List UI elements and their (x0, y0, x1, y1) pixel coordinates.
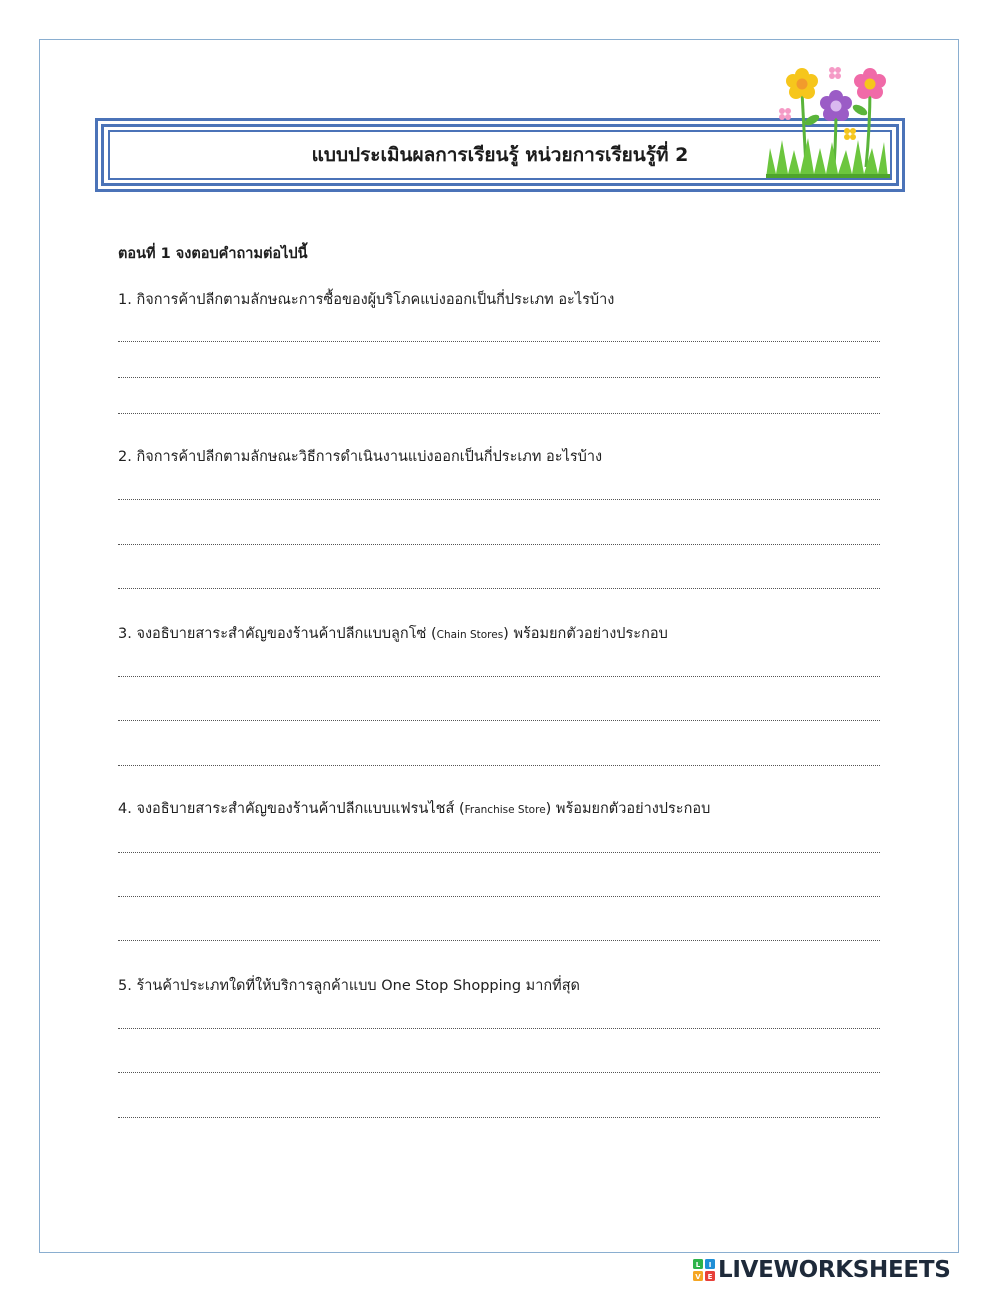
answer-line[interactable] (118, 1072, 880, 1073)
answer-line[interactable] (118, 588, 880, 589)
answer-line[interactable] (118, 413, 880, 414)
answer-line[interactable] (118, 341, 880, 342)
answer-line[interactable] (118, 852, 880, 853)
question-3 (118, 622, 668, 645)
answer-line[interactable] (118, 676, 880, 677)
question-3-text-end: ) พร้อมยกตัวอย่างประกอบ (503, 626, 668, 642)
question-1: 1. กิจการค้าปลีกตามลักษณะการซื้อของผู้บริโภคแบ่งออกเป็นกี่ประเภท อะไรบ้าง (118, 292, 615, 308)
answer-line[interactable] (118, 720, 880, 721)
liveworksheets-logo-icon (693, 1259, 715, 1281)
answer-line[interactable] (118, 940, 880, 941)
flowers-decoration-icon (762, 62, 894, 182)
section-heading: ตอนที่ 1 จงตอบคำถามต่อไปนี้ (118, 246, 308, 262)
worksheet-title: แบบประเมินผลการเรียนรู้ หน่วยการเรียนรู้ที่ 2 (311, 144, 689, 166)
answer-line[interactable] (118, 896, 880, 897)
answer-line[interactable] (118, 499, 880, 500)
question-4 (118, 797, 710, 820)
svg-text:L: L (695, 1261, 701, 1269)
svg-text:V: V (695, 1273, 701, 1281)
svg-text:I: I (708, 1261, 712, 1269)
question-4-text-end: ) พร้อมยกตัวอย่างประกอบ (545, 801, 711, 817)
answer-line[interactable] (118, 765, 880, 766)
question-2: 2. กิจการค้าปลีกตามลักษณะวิธีการดำเนินงานแบ่งออกเป็นกี่ประเภท อะไรบ้าง (118, 449, 603, 465)
svg-text:E: E (707, 1273, 713, 1281)
question-4-text: 4. จงอธิบายสาระสำคัญของร้านค้าปลีกแบบแฟรนไชส์ ( (118, 801, 465, 817)
question-3-english-term: Chain Stores (436, 629, 504, 641)
page-border (39, 39, 959, 1253)
question-4-english-term: Franchise Store (464, 804, 546, 816)
answer-line[interactable] (118, 377, 880, 378)
answer-line[interactable] (118, 1028, 880, 1029)
liveworksheets-logo-text: LIVEWORKSHEETS (718, 1257, 951, 1283)
question-5: 5. ร้านค้าประเภทใดที่ให้บริการลูกค้าแบบ One Stop Shopping มากที่สุด (118, 978, 580, 994)
answer-line[interactable] (118, 544, 880, 545)
liveworksheets-logo[interactable] (693, 1257, 950, 1283)
answer-line[interactable] (118, 1117, 880, 1118)
question-3-text: 3. จงอธิบายสาระสำคัญของร้านค้าปลีกแบบลูกโซ่ ( (118, 626, 437, 642)
